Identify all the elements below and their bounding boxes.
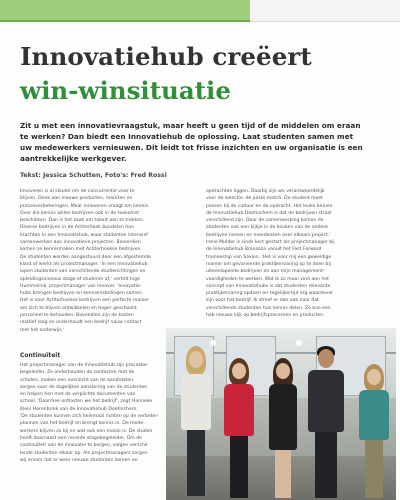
body-line: De studenten worden aangestuurd door een afgestemde [20, 254, 151, 260]
body-line: Irene Mulder is sinds kort gestart als projectmanager bij [206, 240, 335, 246]
body-line: Klein Herenbrink van de Innovatiehub Doetinchem. [20, 406, 138, 412]
person-face [189, 351, 203, 368]
body-line: traineeship van Saxion. 'Het is voor mij een geweldige [206, 254, 332, 260]
body-line: samenwerken aan innovatieve projecten. Bovendien [20, 240, 141, 246]
article-lead [20, 120, 382, 164]
body-line: lende studenten elkaar op. Als projectmanagers zorgen [20, 450, 148, 456]
lead-line: te werken? Dan biedt een Innovatiehub de oplossing. Laat studenten samen met [20, 132, 354, 141]
body-line: personeel te behouden. Bovendien zijn de kosten [20, 313, 134, 319]
body-line: Over die kennis willen bedrijven ook in de toekomst [20, 210, 140, 216]
person-face [318, 349, 334, 368]
body-line: klant of werkt als projectmanager. 'In een Innovatiehub [20, 261, 148, 267]
person-torso [308, 370, 344, 432]
body-line: Het projectmanager van de Innovatiehub zijn procesbe- [20, 363, 149, 368]
body-line: verschillende studenten hun kennis delen. Zo kun een [206, 305, 331, 311]
body-line: Hummelink, projectmanager van Innovar. 'Innovatie- [20, 283, 142, 289]
body-line: 'De studenten kunnen zich helemaal richten op de verbeter- [20, 414, 159, 420]
body-line: zorgen voor de dagelijkse aansturing van de studenten [20, 384, 148, 390]
body-line: heb nieuwe kijk op bedrijfsprocessen en producten. [206, 313, 325, 319]
person-4 [306, 346, 346, 500]
body-line: blijven. Denk aan nieuwe producten, markten en [20, 196, 133, 202]
person-face [367, 369, 381, 385]
body-line: heeft daarnaast een recente stagebegeleider. Om de [20, 435, 142, 441]
body-line: procesverbeteringen. Maar innoveren vraagt om kennis. [20, 203, 150, 209]
body-line: beschikken. Dan is het zaak om talent aan te trekken. [20, 218, 145, 224]
body-line: wij ervoor dat er weer nieuwe studenten komen en [20, 457, 138, 463]
body-line: passen bij de cultuur en de opdracht. Het leuke binnen [206, 203, 333, 209]
body-line: verschillend zijn. Door de samenwerking komen de [206, 218, 324, 224]
body-line: opleidingsniveaus stage of studeren af,' vertelt Inge [20, 276, 140, 282]
body-line: komen ze kennismaken met Achterhoekse bedrijven. [20, 247, 142, 253]
body-column-left [20, 188, 198, 334]
body-line: de Innovatiehub Doetinchem is dat de bedrijven straal [206, 210, 332, 216]
lead-line: Zit u met een innovatievraagstuk, maar heeft u geen tijd of de middelen om eraan [20, 121, 361, 130]
body-line: plannen van het bedrijf en brengt kennis in. De mede- [20, 421, 145, 427]
body-line: en helpen hen met de verplichte documenten van [20, 392, 136, 398]
body-line: werkers blijven zo bij en wat ook een mooie is. De studen [20, 428, 153, 434]
header-accent [0, 0, 250, 20]
body-line: hubs brengen bedrijven en kennisinstellingen samen. [20, 291, 144, 297]
body-line: opdrachten liggen. Daarbij zijn we verantwoordelijk [206, 189, 325, 194]
person-3 [266, 358, 300, 500]
lead-line: uw medewerkers vernieuwen. Dit leidt tot frisse inzichten en uw organisatie is een [20, 143, 363, 152]
body-line: begeleider. Ze onderhouden de contacten met de [20, 370, 135, 376]
header-bar [0, 0, 400, 22]
body-line: uiteenlopende bedrijven en aan mijn management- [206, 269, 325, 275]
person-torso [181, 374, 211, 430]
person-torso [224, 384, 254, 436]
body-line: concept van Innovatiehubs is dat studenten relevante [206, 283, 331, 289]
body-line: praktijkervaring opdoen en tegelijkertijd erg waardevol [206, 291, 333, 297]
body-line: de Innovatiehub Bronsoza vanuit het Fast Forward [206, 247, 322, 253]
article-title-line1: Innovatiehub creëert [20, 42, 312, 71]
person-legs [187, 430, 205, 496]
body-line: scholen, maken een overzicht van de kandidaten, [20, 377, 135, 383]
body-line: om zich te blijven ontwikkelen en hoger geschoold [20, 305, 137, 311]
body-line: lopen studenten van verschillende studierichtingen en [20, 269, 146, 275]
person-5 [356, 364, 392, 500]
body-line: met het onderwijs.' [20, 327, 65, 333]
body-line: Innoveren is al sleutel om de concurrentie voor te [20, 189, 135, 194]
person-legs [230, 436, 248, 498]
body-line: bedrijven nemen en meedenken over elkaars project.' [206, 232, 331, 238]
person-1 [178, 346, 214, 500]
person-2 [221, 358, 257, 500]
body-line: Het is voor Achterhoekse bedrijven een perfecte manier [20, 298, 150, 304]
body-line: studenten ook een kijkje in de keuken van de andere [206, 225, 328, 231]
article-title-line2: win-winsituatie [20, 76, 231, 105]
lead-line: aantrekkelijke werkgever. [20, 154, 127, 163]
header-divider [250, 21, 400, 22]
body-column-right [206, 188, 384, 319]
body-line: continuïteit van de innovatie te borgen, volgen verschil- [20, 443, 150, 449]
body-line: krachten in een Innovatiehub, waar studenten intensief [20, 232, 148, 238]
header-accent-line [0, 20, 250, 22]
body-line: school. 'Daarmee ontlasten we het bedrijf', zegt Hanneke [20, 399, 153, 405]
person-legs [365, 440, 383, 498]
body-line: manier om gevarieerde praktijkervaring op te doen bij [206, 261, 331, 267]
body-line: relatief laag en onderhoudt een bedrijf nauw contact [20, 320, 142, 326]
body-column-bottom-left [20, 362, 162, 464]
photo-light [296, 340, 302, 346]
person-legs [315, 432, 337, 498]
section-heading: Continuïteit [20, 352, 61, 359]
body-line: voor de selectie, de juiste match. De student moet [206, 196, 323, 202]
person-legs [275, 450, 291, 498]
person-face [232, 363, 246, 379]
body-line: vaardigheden te werken. Wat ik zo mooi vind aan het [206, 276, 329, 282]
body-line: Diverse bedrijven in de Achterhoek bundelen hun [20, 225, 135, 231]
article-credits: Tekst: Jessica Schutten, Foto's: Fred Rossi [20, 172, 167, 179]
person-face [276, 363, 290, 379]
body-line: zijn voor het bedrijf. Ik streef er dan ook naar dat [206, 298, 319, 304]
person-torso [269, 384, 297, 450]
group-photo [166, 328, 396, 500]
person-torso [359, 390, 389, 440]
